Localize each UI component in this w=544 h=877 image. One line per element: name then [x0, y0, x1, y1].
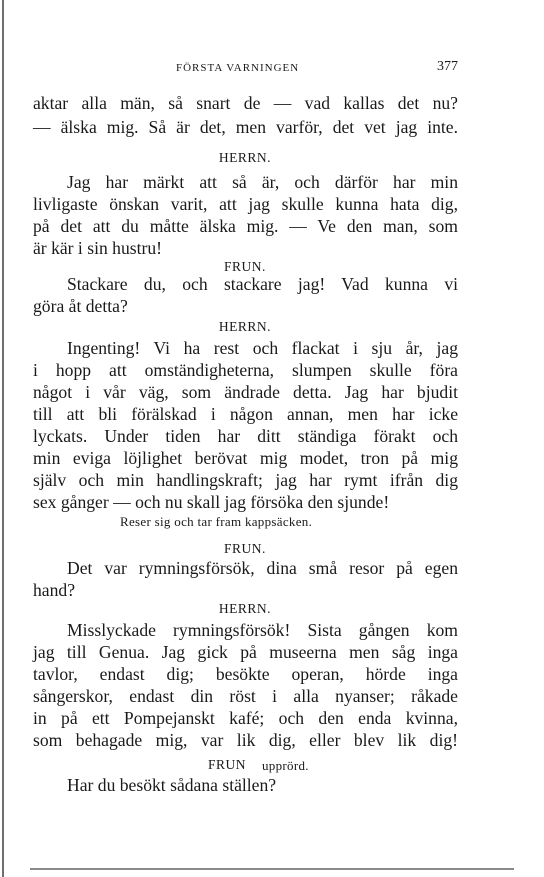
text-line: till att bli förälskad i någon annan, men har icke — [33, 404, 458, 424]
speaker-label: FRUN — [208, 757, 247, 772]
text-line: på det att du måtte älska mig. — Ve den man, som — [33, 216, 458, 236]
text-line: livligaste önskan varit, att jag skulle kunna hata dig, — [33, 194, 458, 214]
text-line: göra åt detta? — [33, 296, 128, 316]
text-line: — älska mig. Så är det, men varför, det vet jag inte. — [33, 117, 458, 137]
text-line: är kär i sin hustru! — [33, 238, 162, 258]
text-line: Stackare du, och stackare jag! Vad kunna vi — [67, 274, 458, 294]
text-line: något i vår väg, som ändrade detta. Jag har bjudit — [33, 382, 458, 402]
text-line: i hopp att omständigheterna, slumpen skulle föra — [33, 360, 458, 380]
text-line: sex gånger — och nu skall jag försöka den sjunde! — [33, 492, 390, 512]
speaker-label: HERRN. — [218, 319, 272, 334]
page-number: 377 — [437, 59, 458, 74]
text-line: tavlor, endast dig; besökte operan, hörde inga — [33, 664, 458, 684]
text-line: hand? — [33, 580, 76, 600]
speaker-label: HERRN. — [218, 601, 272, 616]
text-line: Jag har märkt att så är, och därför har min — [67, 172, 458, 192]
text-line: aktar alla män, så snart de — vad kallas det nu? — [33, 93, 458, 113]
running-header: FÖRSTA VARNINGEN — [176, 62, 300, 74]
text-line: Det var rymningsförsök, dina små resor på egen — [67, 558, 458, 578]
text-line: min eviga löjlighet berövat mig modet, tron på mig — [33, 448, 458, 468]
text-line: lyckats. Under tiden har ditt ständiga förakt och — [33, 426, 458, 446]
speaker-label: HERRN. — [218, 150, 272, 165]
text-line: Ingenting! Vi ha rest och flackat i sju år, jag — [67, 338, 458, 358]
text-line: Misslyckade rymningsförsök! Sista gången kom — [67, 620, 458, 640]
text-line: in på ett Pompejanskt kafé; och den enda kvinna, — [33, 708, 458, 728]
text-line: sångerskor, endast din röst i alla nyanser; råkade — [33, 686, 458, 706]
stage-direction: upprörd. — [262, 758, 309, 773]
stage-direction: Reser sig och tar fram kappsäcken. — [120, 514, 313, 529]
text-line: jag till Genua. Jag gick på museerna men såg inga — [33, 642, 458, 662]
text-line: själv och min handlingskraft; jag har rymt ifrån dig — [33, 470, 458, 490]
bottom-edge-line — [30, 868, 514, 870]
speaker-label: FRUN. — [224, 541, 266, 556]
text-line: som behagade mig, var lik dig, eller blev lik dig! — [33, 730, 458, 750]
speaker-label: FRUN. — [224, 259, 266, 274]
text-line: Har du besökt sådana ställen? — [67, 775, 277, 795]
page-edge-line — [2, 0, 4, 877]
